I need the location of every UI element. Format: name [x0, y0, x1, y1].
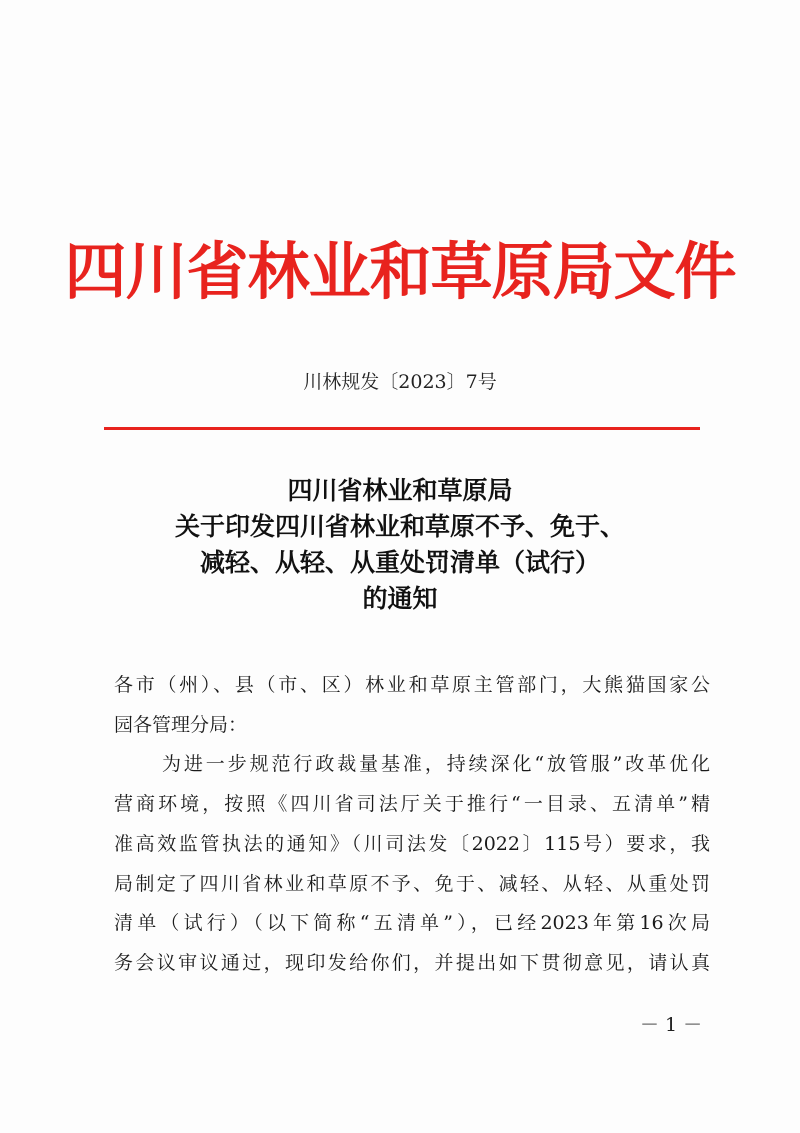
body-line: 准高效监管执法的通知》（川司法发〔2022〕115号）要求，我 — [114, 832, 710, 855]
body-line: 局制定了四川省林业和草原不予、免于、减轻、从轻、从重处罚 — [114, 872, 710, 895]
body-line: 园各管理分局： — [114, 713, 248, 736]
document-title — [0, 473, 800, 617]
org-header-title: 四川省林业和草原局文件 — [64, 235, 736, 308]
body-line: 营商环境，按照《四川省司法厅关于推行“一目录、五清单”精 — [114, 793, 710, 816]
document-number: 川林规发〔2023〕7号 — [303, 371, 497, 393]
page-number: － 1 － — [640, 1014, 703, 1036]
title-line: 四川省林业和草原局 — [287, 476, 513, 505]
red-divider-line — [104, 427, 700, 430]
body-line: 各市（州）、县（市、区）林业和草原主管部门，大熊猫国家公 — [114, 674, 710, 696]
body-line: 清单（试行）（以下简称“五清单”），已经2023年第16次局 — [114, 912, 710, 935]
title-line: 减轻、从轻、从重处罚清单（试行） — [199, 548, 600, 577]
document-body — [114, 666, 710, 984]
title-line: 关于印发四川省林业和草原不予、免于、 — [174, 512, 625, 541]
body-line: 务会议审议通过，现印发给你们，并提出如下贯彻意见，请认真 — [114, 951, 710, 974]
body-line: 为进一步规范行政裁量基准，持续深化“放管服”改革优化 — [162, 753, 710, 776]
title-line: 的通知 — [362, 584, 438, 613]
